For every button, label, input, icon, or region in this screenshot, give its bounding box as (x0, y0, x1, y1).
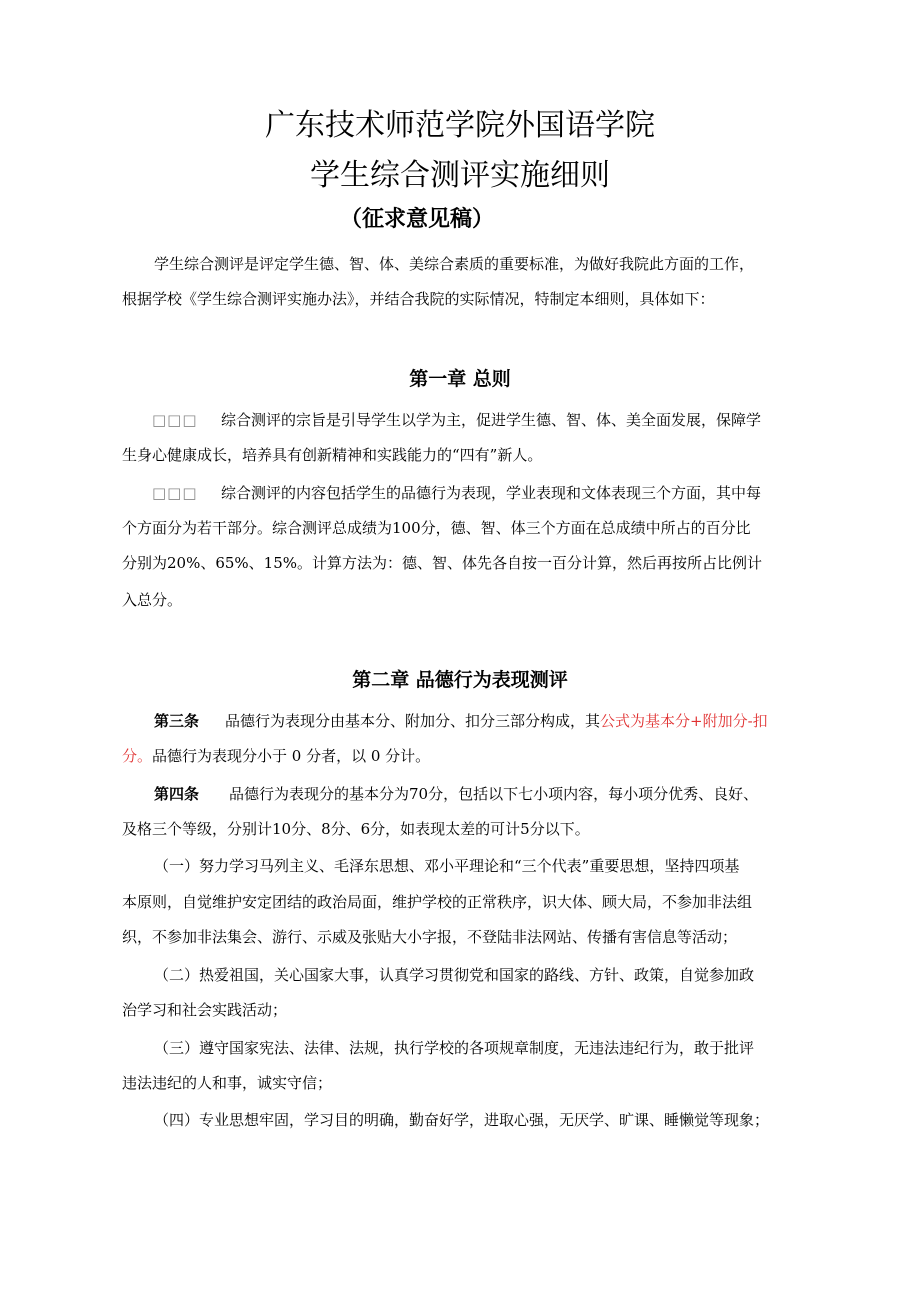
intro-line-1: 学生综合测评是评定学生德、智、体、美综合素质的重要标准，为做好我院此方面的工作， (154, 255, 755, 273)
item1-line-1: （一）努力学习马列主义、毛泽东思想、邓小平理论和“三个代表”重要思想，坚持四项基 (154, 857, 740, 875)
doc-title-line1: 广东技术师范学院外国语学院 (265, 108, 655, 143)
art4-line-1 (154, 783, 758, 805)
art3-line-2 (122, 745, 430, 767)
intro-line-2: 根据学校《学生综合测评实施办法》，并结合我院的实际情况，特制定本细则，具体如下： (122, 290, 715, 308)
art1-line-2: 生身心健康成长，培养具有创新精神和实践能力的“四有”新人。 (122, 446, 543, 464)
art1-line-1: 综合测评的宗旨是引导学生以学为主，促进学生德、智、体、美全面发展，保障学 (221, 411, 762, 429)
art2-line-2: 个方面分为若干部分。综合测评总成绩为100分，德、智、体三个方面在总成绩中所占的百分比 (122, 519, 751, 537)
item3-line-2: 违法违纪的人和事，诚实守信； (122, 1074, 333, 1092)
doc-title-line2: 学生综合测评实施细则 (310, 158, 610, 193)
item4-line-1: （四）专业思想牢固，学习目的明确，勤奋好学，进取心强，无厌学、旷课、睡懒觉等现象； (154, 1111, 770, 1129)
art4-line-2: 及格三个等级，分别计10分、8分、6分，如表现太差的可计5分以下。 (122, 820, 590, 838)
item1-line-2: 本原则，自觉维护安定团结的政治局面，维护学校的正常秩序，识大体、顾大局，不参加非法组 (122, 893, 753, 911)
chapter2-heading: 第二章 品德行为表现测评 (352, 669, 568, 691)
art3-formula-2: 分。 (122, 747, 153, 765)
art1-marker: □□□ (152, 411, 198, 429)
art3-text-1: 品德行为表现分由基本分、附加分、扣分三部分构成，其 (225, 712, 601, 730)
art2-line-1: 综合测评的内容包括学生的品德行为表现，学业表现和文体表现三个方面，其中每 (221, 484, 762, 502)
art4-text-1: 品德行为表现分的基本分为70分，包括以下七小项内容，每小项分优秀、良好、 (229, 785, 759, 803)
item1-line-3: 织，不参加非法集会、游行、示威及张贴大小字报，不登陆非法网站、传播有害信息等活动； (122, 928, 738, 946)
art3-text-2: 品德行为表现分小于 0 分者，以 0 分计。 (152, 747, 431, 765)
doc-subtitle: （征求意见稿） (340, 206, 495, 232)
item3-line-1: （三）遵守国家宪法、法律、法规，执行学校的各项规章制度，无违法违纪行为，敢于批评 (154, 1039, 755, 1057)
art3-label: 第三条 (154, 712, 200, 730)
art2-line-3: 分别为20%、65%、15%。计算方法为：德、智、体先各自按一百分计算，然后再按所占比例计 (122, 554, 763, 572)
item2-line-2: 治学习和社会实践活动； (122, 1001, 288, 1019)
chapter1-heading: 第一章 总则 (409, 368, 511, 390)
item2-line-1: （二）热爱祖国，关心国家大事，认真学习贯彻党和国家的路线、方针、政策，自觉参加政 (154, 966, 755, 984)
art3-line-1 (154, 710, 768, 732)
art2-line-4: 入总分。 (122, 591, 183, 609)
art4-label: 第四条 (154, 785, 200, 803)
art2-marker: □□□ (152, 484, 198, 502)
art3-formula-1: 公式为基本分+附加分-扣 (600, 712, 768, 730)
